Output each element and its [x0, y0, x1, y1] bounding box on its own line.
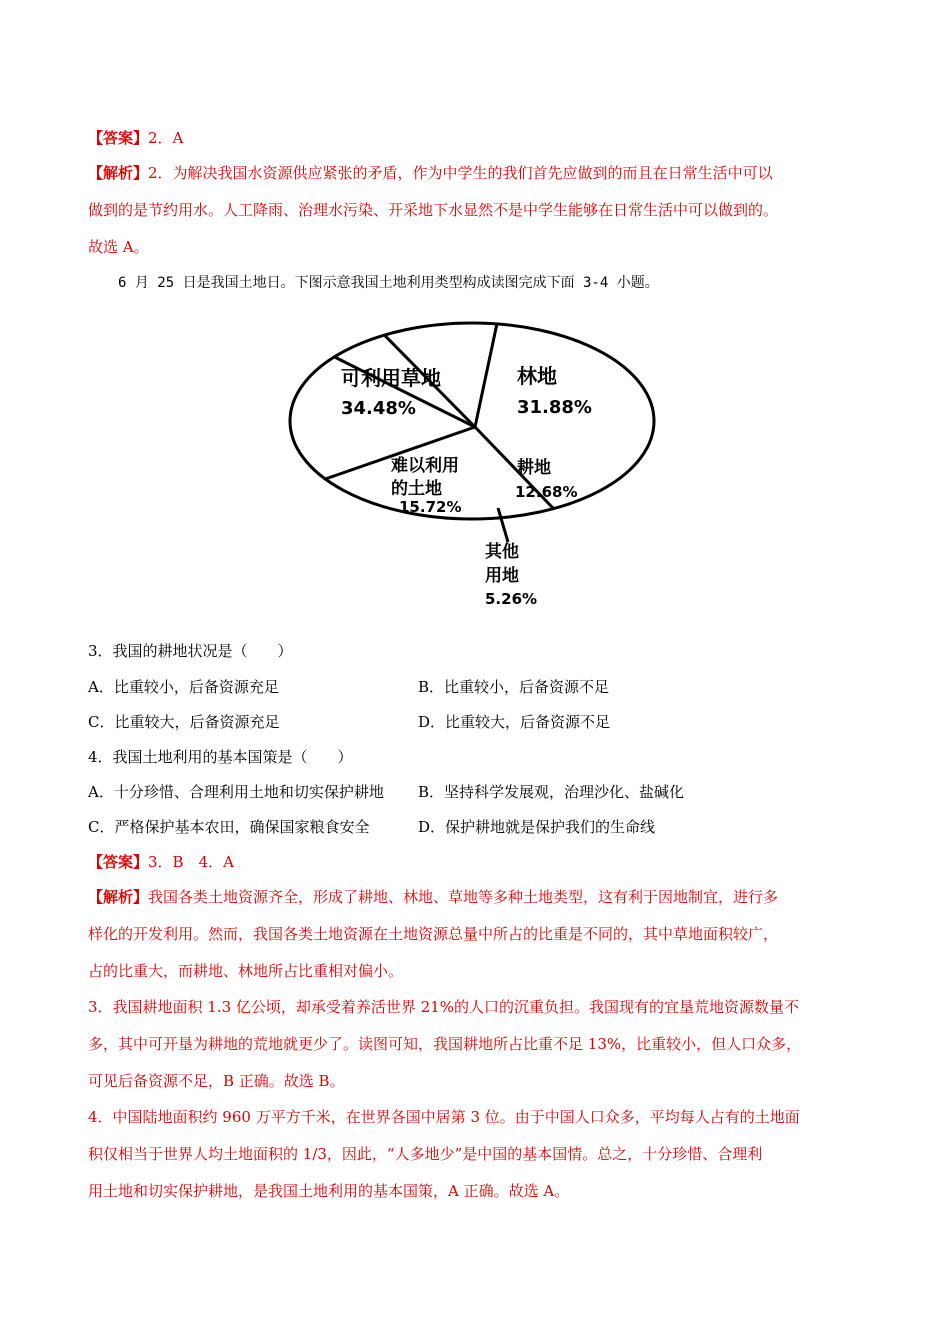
label-grassland-name: 可利用草地 — [341, 366, 441, 390]
analysis-3-4-line-9: 用土地和切实保护耕地，是我国土地利用的基本国策，A 正确。故选 A。 — [88, 1182, 570, 1200]
answer-tag: 【答案】 — [88, 129, 149, 147]
intro-text: 6 月 25 日是我国土地日。下图示意我国土地利用类型构成读图完成下面 3-4 小题。 — [118, 275, 659, 291]
q2-analysis-line-1: 【解析】2．为解决我国水资源供应紧张的矛盾，作为中学生的我们首先应做到的而且在日常生活中可以 — [88, 164, 773, 182]
answer-3-4 — [88, 852, 234, 872]
q4-option-d[interactable]: D．保护耕地就是保护我们的生命线 — [418, 818, 656, 836]
label-farmland-value: 12.68% — [515, 483, 578, 501]
q2-analysis-line-3: 故选 A。 — [88, 238, 149, 256]
q3-stem: 3．我国的耕地状况是（ ） — [88, 642, 293, 660]
analysis-tag: 【解析】 — [88, 888, 149, 906]
q4-option-b[interactable]: B．坚持科学发展观，治理沙化、盐碱化 — [418, 783, 685, 801]
analysis-3-4-line-1: 【解析】我国各类土地资源齐全，形成了耕地、林地、草地等多种土地类型，这有利于因地制宜，进行多 — [88, 888, 779, 906]
q3-option-a[interactable]: A．比重较小，后备资源充足 — [88, 678, 279, 696]
analysis-3-4-line-6: 可见后备资源不足，B 正确。故选 B。 — [88, 1072, 345, 1090]
label-other-value: 5.26% — [485, 590, 538, 608]
land-use-pie-chart — [285, 320, 665, 620]
answer-text: 3．B 4．A — [148, 853, 234, 871]
analysis-3-4-line-7: 4．中国陆地面积约 960 万平方千米，在世界各国中居第 3 位。由于中国人口众多，平均每人占有的土地面 — [88, 1108, 800, 1126]
answer-tag: 【答案】 — [88, 853, 149, 871]
q2-analysis-line-2: 做到的是节约用水。人工降雨、治理水污染、开采地下水显然不是中学生能够在日常生活中可以做到的。 — [88, 201, 779, 219]
q4-option-c[interactable]: C．严格保护基本农田，确保国家粮食安全 — [88, 818, 370, 836]
q4-option-a[interactable]: A．十分珍惜、合理利用土地和切实保护耕地 — [88, 783, 384, 801]
label-grassland-value: 34.48% — [341, 398, 416, 419]
label-forest-value: 31.88% — [517, 397, 592, 418]
answer-text: 2．A — [148, 129, 184, 147]
label-unusable-value: 15.72% — [399, 498, 462, 516]
analysis-3-4-line-4: 3．我国耕地面积 1.3 亿公顷，却承受着养活世界 21%的人口的沉重负担。我国现有的宜垦荒地资源数量不 — [88, 998, 800, 1016]
q3-option-b[interactable]: B．比重较小，后备资源不足 — [418, 678, 610, 696]
label-other-name-1: 其他 — [485, 542, 519, 562]
label-unusable-name-1: 难以利用 — [391, 456, 459, 476]
analysis-3-4-line-2: 样化的开发利用。然而，我国各类土地资源在土地资源总量中所占的比重是不同的，其中草地面积较广， — [88, 925, 779, 943]
label-unusable-name-2: 的土地 — [391, 479, 442, 499]
q2-answer — [88, 128, 183, 148]
analysis-3-4-line-3: 占的比重大，而耕地、林地所占比重相对偏小。 — [88, 962, 404, 980]
pie-outline — [290, 323, 654, 519]
pie-group — [290, 323, 654, 542]
q3-option-d[interactable]: D．比重较大，后备资源不足 — [418, 713, 611, 731]
analysis-tag: 【解析】 — [88, 164, 149, 182]
analysis-3-4-line-8: 积仅相当于世界人均土地面积的 1/3，因此，“人多地少”是中国的基本国情。总之，十分珍惜、合理利 — [88, 1145, 763, 1163]
q4-stem: 4．我国土地利用的基本国策是（ ） — [88, 748, 353, 766]
analysis-3-4-line-5: 多，其中可开垦为耕地的荒地就更少了。读图可知，我国耕地所占比重不足 13%，比重较小，但人口众多， — [88, 1035, 802, 1053]
q3-option-c[interactable]: C．比重较大，后备资源充足 — [88, 713, 280, 731]
label-other-name-2: 用地 — [485, 566, 519, 586]
label-forest-name: 林地 — [517, 364, 557, 388]
label-farmland-name: 耕地 — [517, 458, 551, 478]
